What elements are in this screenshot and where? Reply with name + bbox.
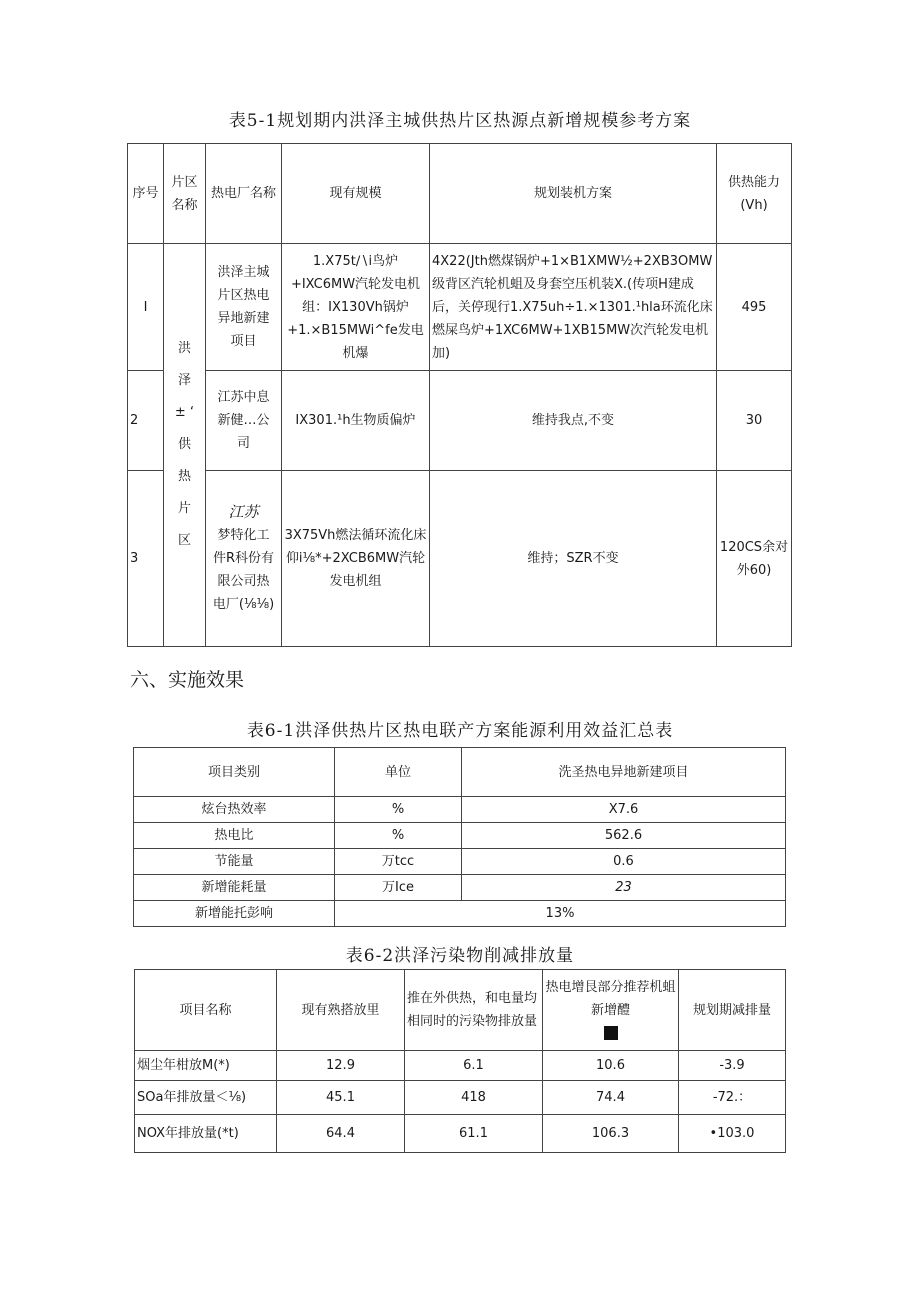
section-title: 六、实施效果 xyxy=(130,669,245,691)
row1-capacity: 495 xyxy=(717,244,792,371)
table-row xyxy=(134,797,786,823)
table-row xyxy=(128,244,792,371)
row2-capacity: 30 xyxy=(717,371,792,471)
header-capacity: 供热能力(Vh) xyxy=(717,144,792,244)
t61-row4-unit: 万Ice xyxy=(335,875,462,901)
row1-no: I xyxy=(128,244,164,371)
table62-caption: 表6-2洪泽污染物削减排放量 xyxy=(345,946,575,966)
row1-plant: 洪泽主城片区热电异地新建项目 xyxy=(206,244,282,371)
t61-row2-unit: % xyxy=(335,823,462,849)
t61-row1-item: 炫台热效率 xyxy=(134,797,335,823)
t61-row2-item: 热电比 xyxy=(134,823,335,849)
t61-row2-value: 562.6 xyxy=(462,823,786,849)
t62-row1-current: 12.9 xyxy=(277,1051,405,1081)
t61-row5-item: 新增能托彭响 xyxy=(134,901,335,927)
row3-plant: 梦特化工件R科份有限公司热电厂(⅛⅛) xyxy=(212,528,275,612)
header-no: 序号 xyxy=(128,144,164,244)
t61-row3-item: 节能量 xyxy=(134,849,335,875)
table-row xyxy=(134,849,786,875)
table62 xyxy=(134,969,786,1153)
row2-plant: 江苏中息新健…公司 xyxy=(206,371,282,471)
table-row xyxy=(135,1051,786,1081)
header-current: 现有熟搭放里 xyxy=(277,970,405,1051)
t62-row2-outside: 418 xyxy=(405,1081,543,1115)
t62-row2-name: SOa年排放量＜⅛) xyxy=(135,1081,277,1115)
header-unit: 单位 xyxy=(335,748,462,797)
header-project: 洗圣热电异地新建项目 xyxy=(462,748,786,797)
table61-caption: 表6-1洪泽供热片区热电联产方案能源利用效益汇总表 xyxy=(246,721,674,741)
header-name: 项目名称 xyxy=(135,970,277,1051)
header-area: 片区名称 xyxy=(164,144,206,244)
header-reduction: 规划期减排量 xyxy=(679,970,786,1051)
row2-plan: 维持我点,不变 xyxy=(430,371,717,471)
t62-row2-current: 45.1 xyxy=(277,1081,405,1115)
table-row xyxy=(128,471,792,647)
row3-plant-cell xyxy=(206,471,282,647)
t62-row3-current: 64.4 xyxy=(277,1115,405,1153)
t62-row2-new: 74.4 xyxy=(543,1081,679,1115)
header-item: 项目类别 xyxy=(134,748,335,797)
row3-no: 3 xyxy=(128,471,164,647)
table61 xyxy=(133,747,786,927)
header-outside: 推在外供热，和电量均相同时的污染物排放量 xyxy=(405,970,543,1051)
table51-caption: 表5-1规划期内洪泽主城供热片区热源点新增规模参考方案 xyxy=(228,111,692,131)
row1-plan: 4X22(Jth燃煤锅炉+1×B1XMW½+2XB3OMW级背区汽轮机蛆及身套空压机装X.(传项H建成后，关停现行1.X75uh÷1.×1301.¹hla环流化床燃屎鸟炉+1XC6MW+1XB15MW次汽轮发电机加) xyxy=(430,244,717,371)
row2-no: 2 xyxy=(128,371,164,471)
t62-row3-outside: 61.1 xyxy=(405,1115,543,1153)
t62-row3-name: NOX年排放量(*t) xyxy=(135,1115,277,1153)
t61-row1-unit: % xyxy=(335,797,462,823)
t61-row4-value: 23 xyxy=(462,875,786,901)
t62-row1-new: 10.6 xyxy=(543,1051,679,1081)
table-row xyxy=(134,875,786,901)
header-new-cell xyxy=(543,970,679,1051)
t61-row5-value: 13% xyxy=(335,901,786,927)
table-row xyxy=(135,1081,786,1115)
table-row xyxy=(135,1115,786,1153)
table-row xyxy=(134,823,786,849)
black-square-mark xyxy=(604,1026,618,1040)
t61-row3-unit: 万tcc xyxy=(335,849,462,875)
t61-row4-item: 新增能耗量 xyxy=(134,875,335,901)
row1-scale: 1.X75t∕∖i鸟炉+IXC6MW汽轮发电机组：IX130Vh锅炉+1.×B15MWi^fe发电机爆 xyxy=(282,244,430,371)
row3-plan: 维持；SZR不变 xyxy=(430,471,717,647)
row3-capacity: 120CS余对外60) xyxy=(717,471,792,647)
table51 xyxy=(127,143,792,647)
t61-row3-value: 0.6 xyxy=(462,849,786,875)
area-label: 洪 泽 ± ‘ 供 热 片 区 xyxy=(164,244,206,647)
header-plant: 热电厂名称 xyxy=(206,144,282,244)
header-new: 热电增艮部分推荐机蛆新增醴 xyxy=(545,979,676,1018)
t62-row3-new: 106.3 xyxy=(543,1115,679,1153)
t62-row1-name: 烟尘年柑放M(*) xyxy=(135,1051,277,1081)
t62-row3-reduction: •103.0 xyxy=(679,1115,786,1153)
t62-row1-reduction: -3.9 xyxy=(679,1051,786,1081)
row3-plant-script: 江苏 xyxy=(228,503,259,521)
row2-scale: IX301.¹h生物质偏炉 xyxy=(282,371,430,471)
header-plan: 规划装机方案 xyxy=(430,144,717,244)
row3-scale: 3X75Vh燃法循环流化床仰i⅛*+2XCB6MW汽轮发电机组 xyxy=(282,471,430,647)
table-row xyxy=(128,371,792,471)
header-scale: 现有规模 xyxy=(282,144,430,244)
t61-row1-value: X7.6 xyxy=(462,797,786,823)
table-row xyxy=(134,901,786,927)
t62-row1-outside: 6.1 xyxy=(405,1051,543,1081)
t62-row2-reduction: -72.： xyxy=(679,1081,786,1115)
